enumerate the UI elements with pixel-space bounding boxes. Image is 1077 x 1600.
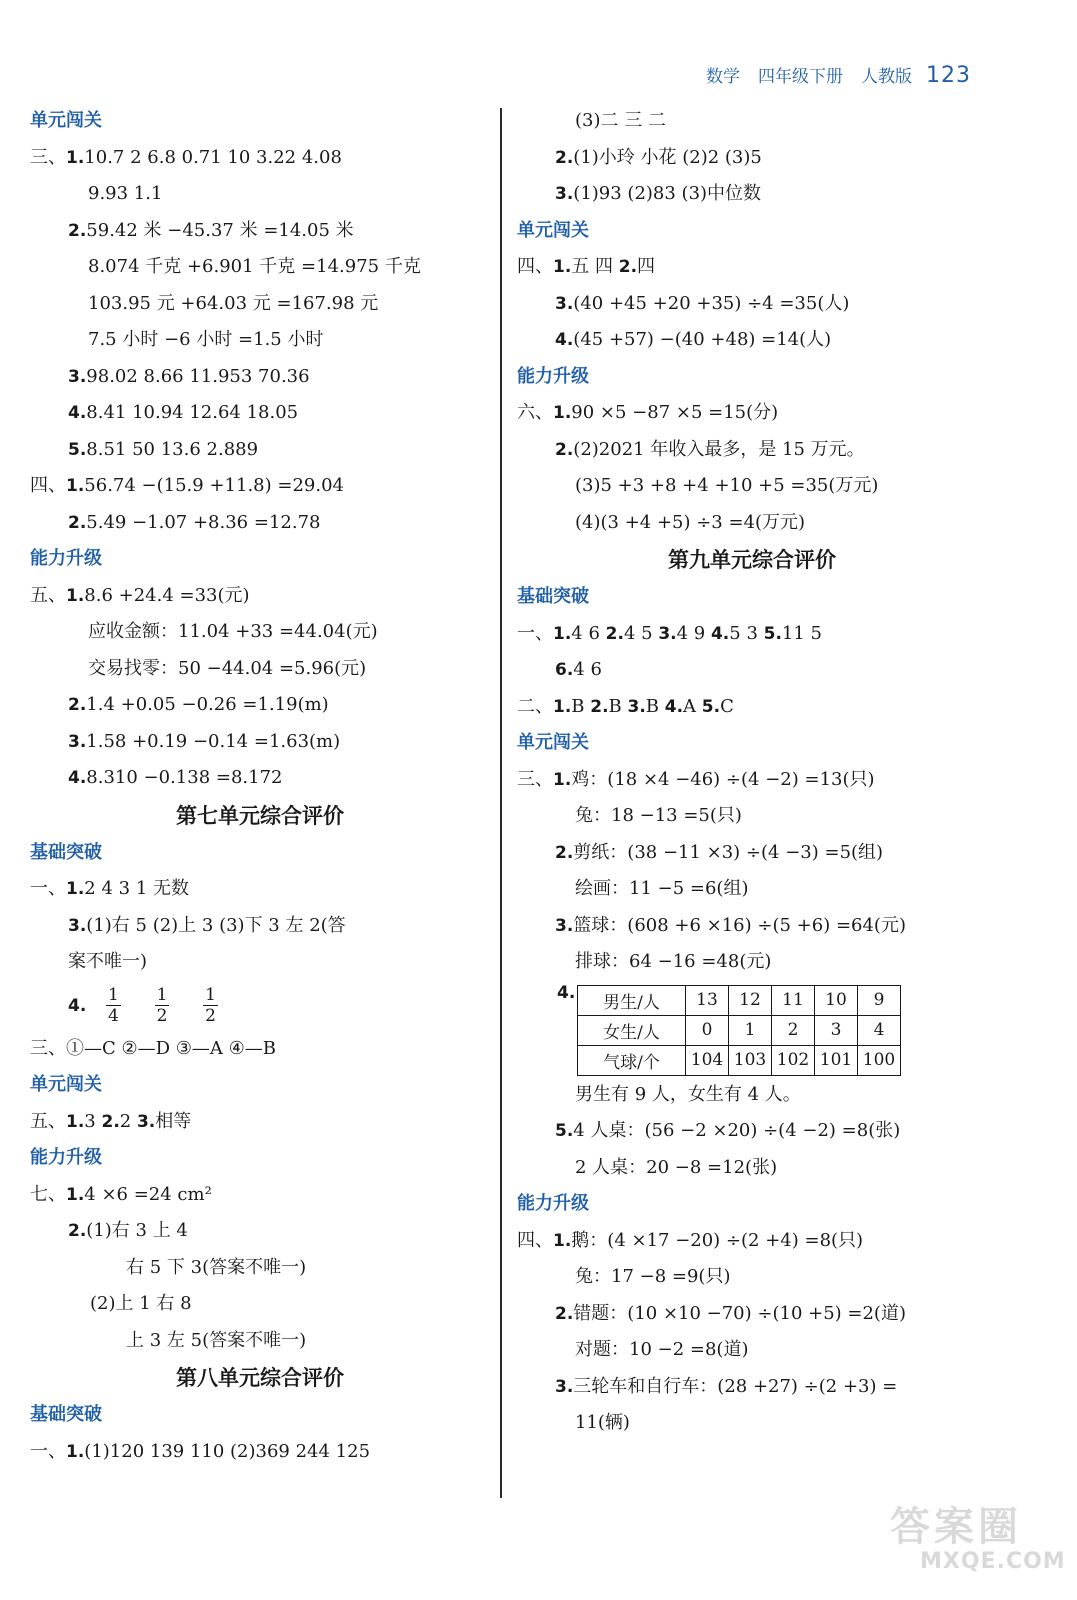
answer-line: 三、1.鸡：(18 ×4 −46) ÷(4 −2) =13(只) (517, 768, 875, 790)
section-heading: 单元闯关 (30, 1074, 102, 1095)
answer-line: 4.(45 +57) −(40 +48) =14(人) (555, 329, 832, 350)
answer-line: 七、1.4 ×6 =24 cm² (30, 1183, 212, 1205)
watermark-text: 答案圈 (890, 1504, 1022, 1550)
table-cell: 101 (815, 1045, 858, 1075)
answer-line: 案不唯一) (68, 951, 148, 972)
answer-line: 2.错题：(10 ×10 −70) ÷(10 +5) =2(道) (555, 1302, 906, 1324)
answer-line: (2)上 1 右 8 (90, 1293, 192, 1314)
table-cell: 13 (686, 985, 729, 1015)
unit-title: 第八单元综合评价 (176, 1366, 344, 1390)
left-column (30, 103, 490, 1470)
section-heading: 单元闯关 (517, 732, 589, 753)
watermark-logo (880, 1495, 1065, 1590)
answer-line: 11(辆) (575, 1412, 630, 1433)
header-grade: 四年级下册 (758, 67, 843, 87)
section-heading: 基础突破 (30, 1404, 102, 1425)
answer-line: 5.4 人桌：(56 −2 ×20) ÷(4 −2) =8(张) (555, 1120, 901, 1141)
answer-line: (4)(3 +4 +5) ÷3 =4(万元) (575, 511, 806, 533)
column-divider (500, 108, 502, 1498)
answer-line: 2.(1)右 3 上 4 (68, 1220, 188, 1241)
section-heading: 能力升级 (517, 365, 589, 387)
table-cell: 100 (858, 1045, 901, 1075)
answer-line: (3)二 三 二 (575, 110, 666, 131)
answer-line: 五、1.8.6 +24.4 =33(元) (30, 584, 250, 606)
answer-line-fractions: 4. $\frac{1}{4}$ $\frac{1}{2}$ $\frac{1}{2}$ (68, 985, 216, 1026)
table-row (578, 1015, 901, 1045)
answer-line: 三、1.10.7 2 6.8 0.71 10 3.22 4.08 (30, 146, 342, 168)
fraction: $\frac{1}{2}$ (156, 985, 168, 1026)
answer-line: 对题：10 −2 =8(道) (575, 1339, 749, 1360)
answer-line: 5.8.51 50 13.6 2.889 (68, 438, 259, 460)
answer-line: 四、1.56.74 −(15.9 +11.8) =29.04 (30, 475, 344, 496)
fraction: $\frac{1}{4}$ (108, 985, 119, 1026)
table-row (578, 985, 901, 1015)
watermark-url: MXQE.COM (920, 1549, 1066, 1574)
answer-line: 3.98.02 8.66 11.953 70.36 (68, 365, 310, 387)
page-header (706, 62, 971, 88)
table-cell: 11 (772, 985, 815, 1015)
answer-line: 7.5 小时 −6 小时 =1.5 小时 (88, 329, 324, 350)
right-column (517, 103, 987, 1442)
answer-line: 男生有 9 人，女生有 4 人。 (575, 1083, 801, 1105)
answer-line: 3.三轮车和自行车：(28 +27) ÷(2 +3) = (555, 1375, 898, 1397)
answer-line: 四、1.五 四 2.四 (517, 256, 656, 277)
answer-line: 2.(2)2021 年收入最多，是 15 万元。 (555, 438, 865, 460)
table-cell: 12 (729, 985, 772, 1015)
table-cell: 9 (858, 985, 901, 1015)
answer-line: 6.4 6 (555, 659, 602, 680)
answer-line: 兔：18 −13 =5(只) (575, 805, 742, 826)
section-heading: 基础突破 (30, 841, 102, 863)
answer-line: 9.93 1.1 (88, 183, 163, 204)
answer-line: 3.篮球：(608 +6 ×16) ÷(5 +6) =64(元) (555, 914, 906, 936)
answer-line: 三、①—C ②—D ③—A ④—B (30, 1037, 277, 1059)
table-cell: 104 (686, 1045, 729, 1075)
table-cell: 102 (772, 1045, 815, 1075)
answer-line: 一、1.(1)120 139 110 (2)369 244 125 (30, 1440, 371, 1462)
header-edition: 人教版 (861, 67, 912, 87)
table-cell: 103 (729, 1045, 772, 1075)
section-heading: 能力升级 (517, 1193, 589, 1214)
table-row-label: 气球/个 (578, 1045, 686, 1075)
header-subject: 数学 (706, 67, 740, 87)
answer-line: 排球：64 −16 =48(元) (575, 951, 772, 972)
table-cell: 2 (772, 1015, 815, 1045)
section-heading: 能力升级 (30, 1147, 102, 1168)
table-row-label: 女生/人 (578, 1015, 686, 1045)
answer-line: 2.5.49 −1.07 +8.36 =12.78 (68, 511, 321, 533)
answer-table-block (517, 981, 987, 1077)
unit-title: 第九单元综合评价 (668, 548, 836, 572)
answer-line: 2.剪纸：(38 −11 ×3) ÷(4 −3) =5(组) (555, 841, 884, 863)
answer-line: 六、1.90 ×5 −87 ×5 =15(分) (517, 402, 779, 423)
section-heading: 能力升级 (30, 548, 102, 569)
page-number: 123 (926, 63, 971, 88)
answer-line: (3)5 +3 +8 +4 +10 +5 =35(万元) (575, 475, 879, 496)
answer-line: 103.95 元 +64.03 元 =167.98 元 (88, 292, 379, 314)
table-row-label: 男生/人 (578, 985, 686, 1015)
section-heading: 单元闯关 (30, 110, 102, 131)
answer-line: 2.59.42 米 −45.37 米 =14.05 米 (68, 219, 354, 241)
answer-line: 一、1.4 6 2.4 5 3.4 9 4.5 3 5.11 5 (517, 622, 822, 644)
unit-title: 第七单元综合评价 (176, 803, 344, 828)
item-number: 4. (557, 982, 576, 1003)
answer-line: 上 3 左 5(答案不唯一) (126, 1329, 307, 1351)
table-row (578, 1045, 901, 1075)
table-cell: 10 (815, 985, 858, 1015)
answer-line: 3.1.58 +0.19 −0.14 =1.63(m) (68, 730, 341, 752)
answer-line: 四、1.鹅：(4 ×17 −20) ÷(2 +4) =8(只) (517, 1229, 864, 1251)
answer-line: 应收金额：11.04 +33 =44.04(元) (88, 621, 378, 642)
answer-line: 3.(40 +45 +20 +35) ÷4 =35(人) (555, 292, 850, 314)
section-heading: 基础突破 (517, 586, 589, 607)
answer-line: 3.(1)93 (2)83 (3)中位数 (555, 183, 762, 204)
table-cell: 1 (729, 1015, 772, 1045)
answer-line: 绘画：11 −5 =6(组) (575, 878, 749, 899)
answer-line: 8.074 千克 +6.901 千克 =14.975 千克 (88, 256, 421, 277)
answer-line: 一、1.2 4 3 1 无数 (30, 878, 189, 899)
answer-table (577, 985, 901, 1076)
table-cell: 0 (686, 1015, 729, 1045)
section-heading: 单元闯关 (517, 219, 589, 241)
table-cell: 4 (858, 1015, 901, 1045)
answer-line: 五、1.3 2.2 3.相等 (30, 1110, 192, 1132)
answer-line: 4.8.41 10.94 12.64 18.05 (68, 402, 299, 423)
answer-line: 交易找零：50 −44.04 =5.96(元) (88, 657, 367, 679)
answer-line: 右 5 下 3(答案不唯一) (126, 1256, 307, 1278)
answer-line: 二、1.B 2.B 3.B 4.A 5.C (517, 695, 734, 717)
fraction: $\frac{1}{2}$ (205, 985, 216, 1026)
answer-line: 4.8.310 −0.138 =8.172 (68, 767, 283, 788)
table-cell: 3 (815, 1015, 858, 1045)
answer-line: 兔：17 −8 =9(只) (575, 1266, 731, 1287)
answer-line: 2 人桌：20 −8 =12(张) (575, 1156, 778, 1178)
answer-line: 2.(1)小玲 小花 (2)2 (3)5 (555, 146, 762, 168)
answer-line: 2.1.4 +0.05 −0.26 =1.19(m) (68, 694, 329, 715)
answer-line: 3.(1)右 5 (2)上 3 (3)下 3 左 2(答 (68, 914, 346, 936)
